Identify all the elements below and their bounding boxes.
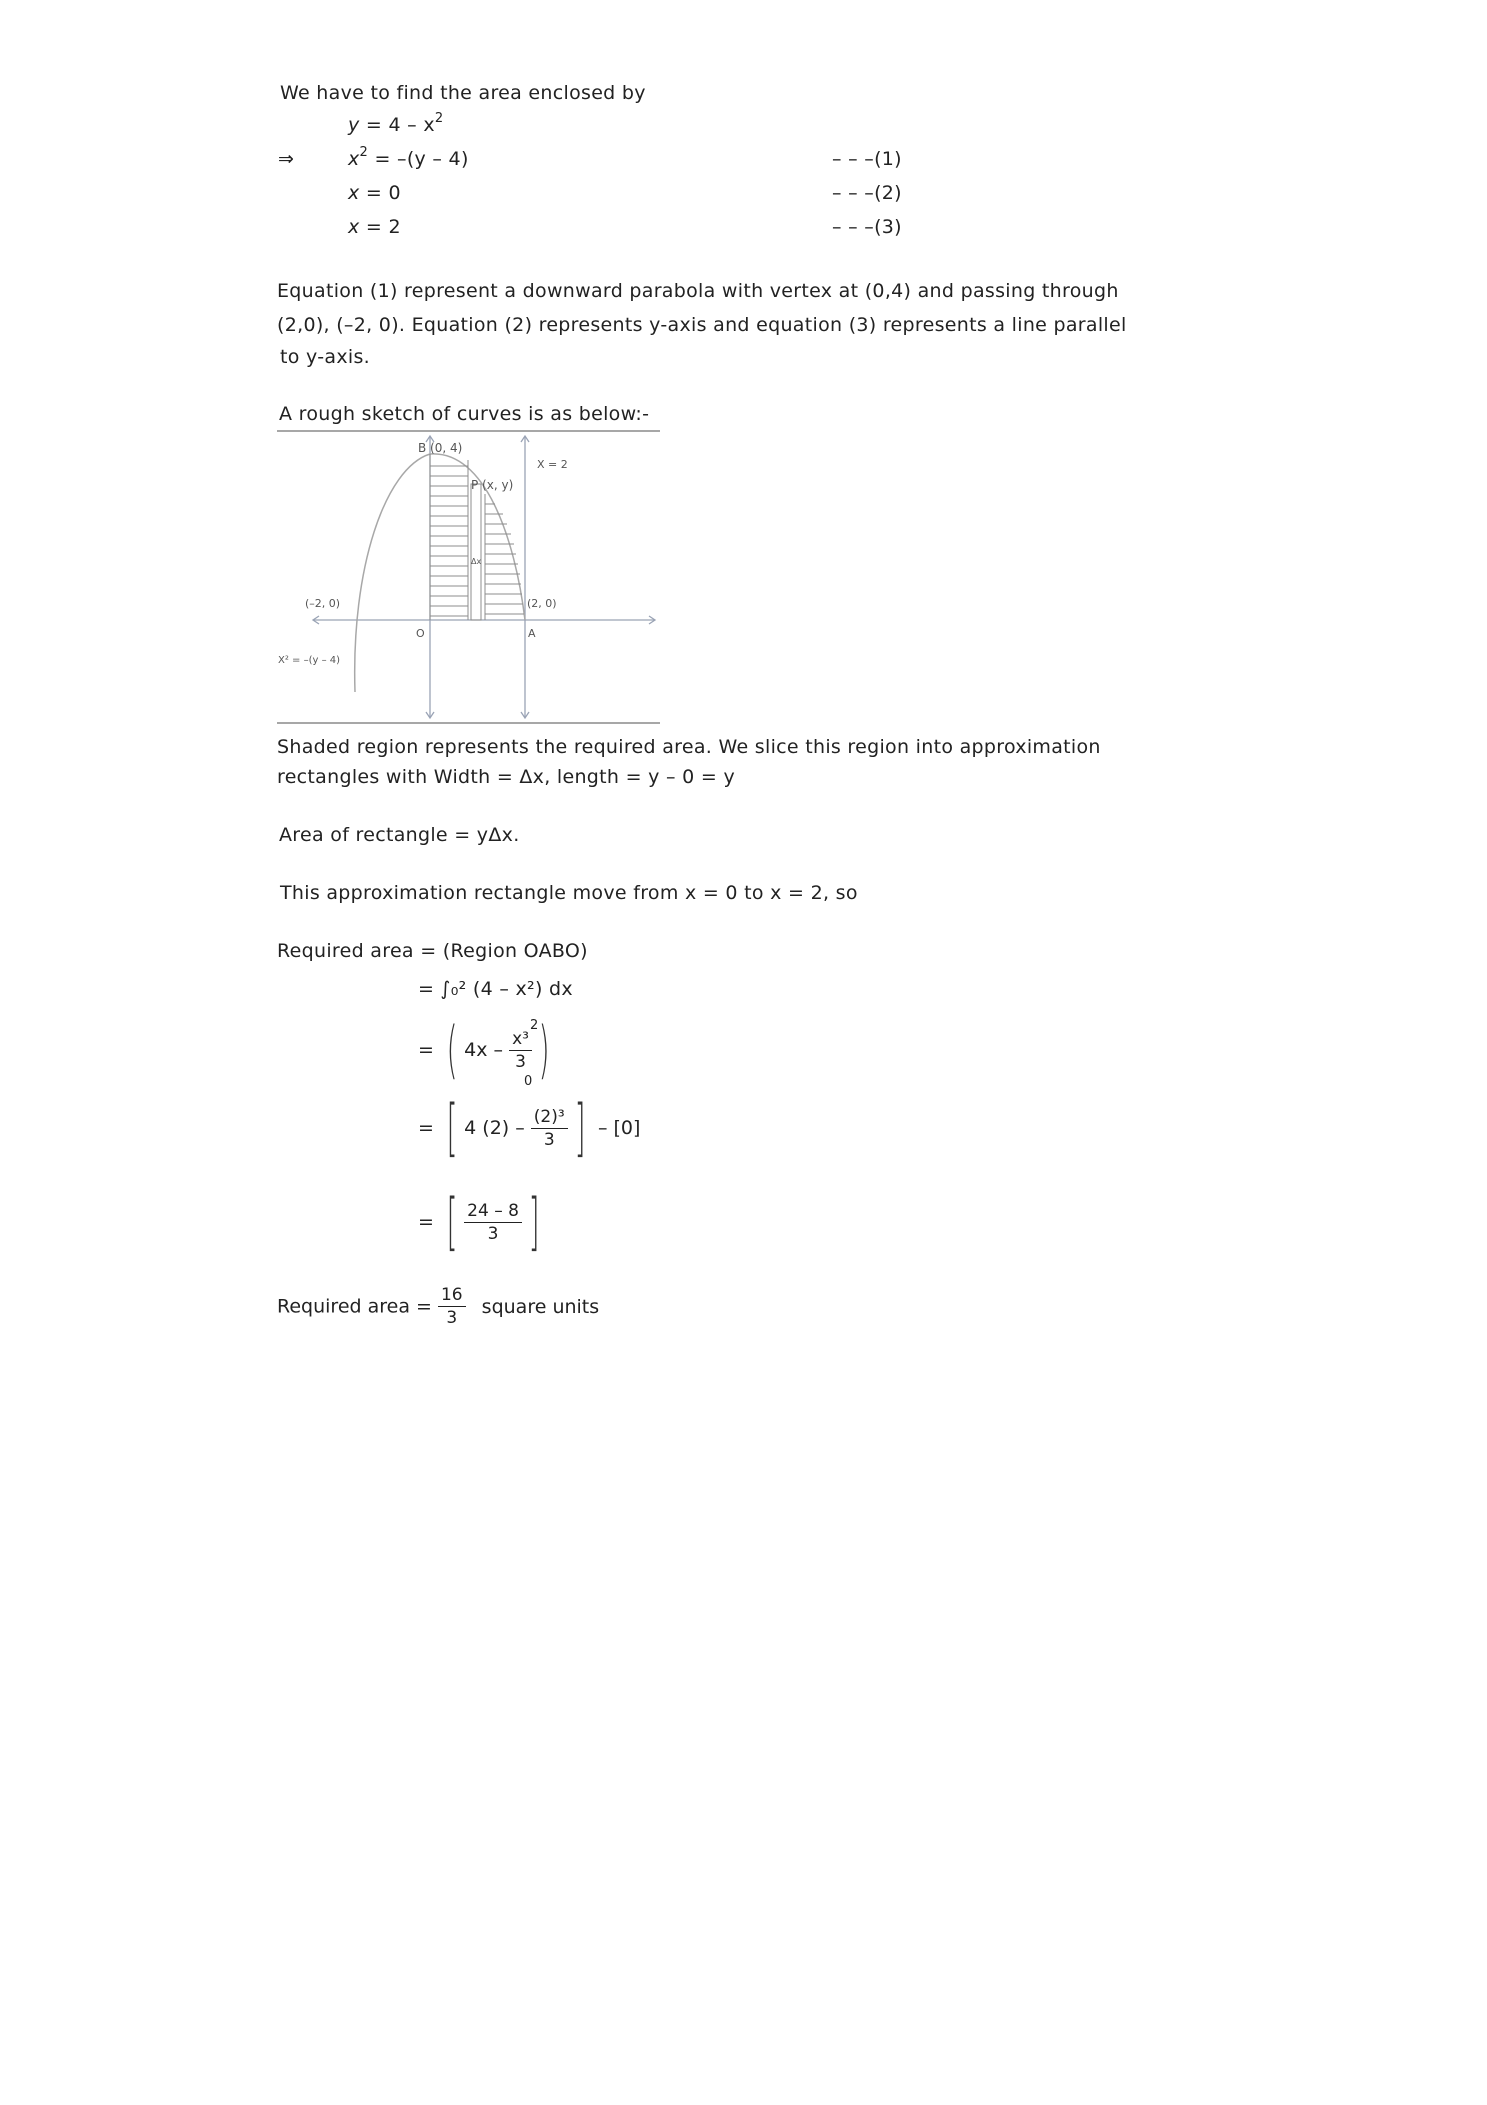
equation-3: x = 0: [348, 182, 401, 204]
step-integral: = ∫₀² (4 – x²) dx: [418, 978, 573, 1000]
move-line: This approximation rectangle move from x = 0 to x = 2, so: [280, 882, 858, 904]
para1-line3: to y-axis.: [280, 346, 370, 368]
para2-line2: rectangles with Width = Δx, length = y – 0 = y: [277, 766, 736, 788]
label-dx: Δx: [471, 557, 482, 566]
step-antiderivative: = ( 4x – $\frac{\text{x³}}{3}$ ) 2 0: [418, 1013, 550, 1089]
label-a: A: [528, 627, 536, 640]
area-rect-line: Area of rectangle = yΔx.: [279, 824, 520, 846]
intro-text: We have to find the area enclosed by: [280, 82, 646, 104]
para1-line2: (2,0), (–2, 0). Equation (2) represents y-axis and equation (3) represents a line parallel: [277, 314, 1127, 336]
required-area-label: Required area = (Region OABO): [277, 940, 588, 962]
para2-line1: Shaded region represents the required area. We slice this region into approximation: [277, 736, 1101, 758]
label-curve: X² = –(y – 4): [278, 655, 341, 666]
label-p: P (x, y): [471, 478, 514, 492]
label-o: O: [416, 627, 425, 640]
final-result: Required area = $\frac{16}{3}$ square units: [277, 1285, 600, 1328]
label-x2: X = 2: [537, 458, 568, 471]
para1-line1: Equation (1) represent a downward parabola with vertex at (0,4) and passing through: [277, 280, 1119, 302]
equation-1: $y = 4 - x^2$: [348, 111, 444, 136]
label-pos: (2, 0): [527, 597, 557, 610]
step-simplified: = [ $\frac{24 - 8}{3}$ ]: [418, 1185, 540, 1258]
equation-4: x = 2: [348, 216, 401, 238]
sketch-caption: A rough sketch of curves is as below:-: [279, 403, 650, 425]
implies-arrow: ⇒: [278, 148, 295, 170]
parabola-sketch: [275, 428, 665, 728]
label-neg: (–2, 0): [305, 597, 341, 610]
equation-2: $x^2 = -(y - 4)$: [348, 145, 469, 170]
equation-tag-3: – – –(3): [832, 216, 902, 238]
equation-tag-1: – – –(1): [832, 148, 902, 170]
equation-tag-2: – – –(2): [832, 182, 902, 204]
step-substitution: = [ 4 (2) – $\frac{\text{(2)³}}{3}$ ] – [0]: [418, 1091, 641, 1164]
label-b: B (0, 4): [418, 441, 463, 455]
